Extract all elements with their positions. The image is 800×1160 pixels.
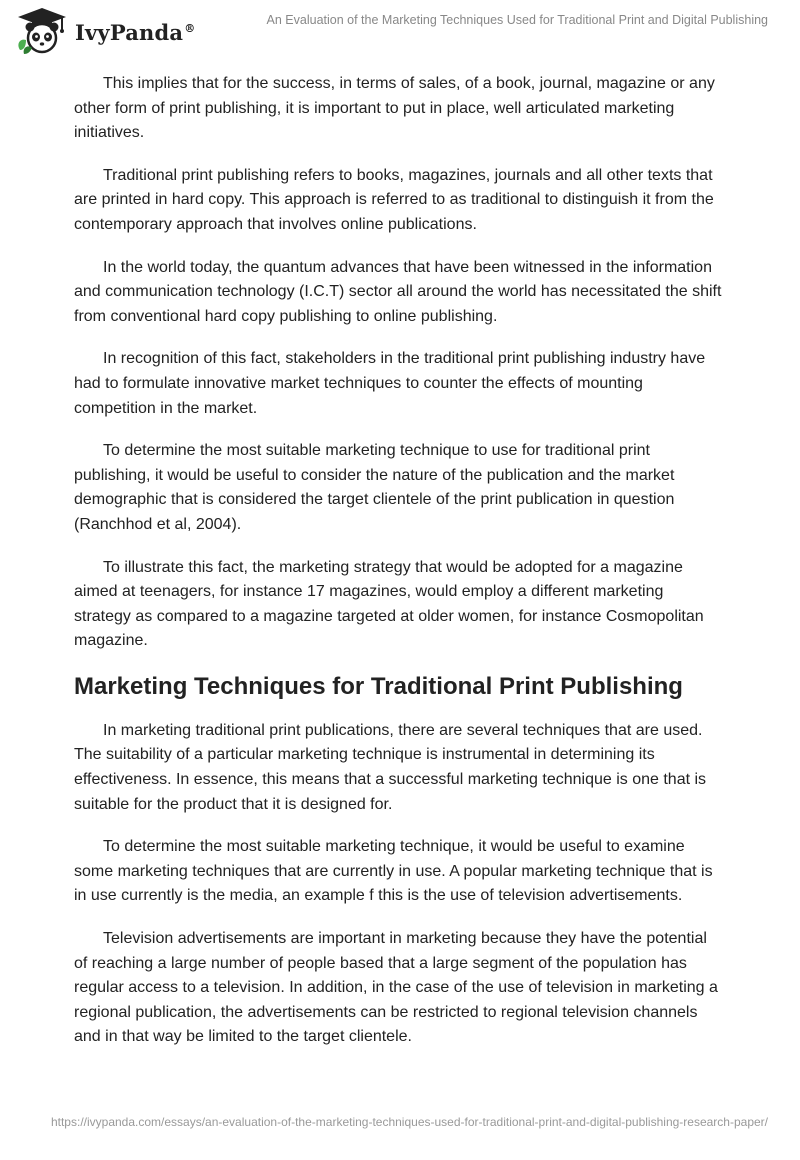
paragraph: This implies that for the success, in terms of sales, of a book, journal, magazine or any other form of print publishing, it is important to put in place, well articulated marketing initiatives. <box>74 75 715 142</box>
paragraph: To determine the most suitable marketing technique, it would be useful to examine some marketing techniques that are currently in use. A popular marketing technique that is in use currently is the media, an example f this is the use of television advertisements. <box>74 838 713 905</box>
paragraph: To illustrate this fact, the marketing strategy that would be adopted for a magazine aimed at teenagers, for instance 17 magazines, would employ a different marketing strategy as compared to a magazine targeted at older women, for instance Cosmopolitan magazine. <box>74 558 704 650</box>
page-header <box>0 0 800 60</box>
site-logo[interactable] <box>14 6 234 56</box>
section-heading: Marketing Techniques for Traditional Print Publishing <box>74 672 683 700</box>
paragraph: In recognition of this fact, stakeholders in the traditional print publishing industry have had to formulate innovative market techniques to counter the effects of mounting competition in the market. <box>74 350 706 417</box>
logo-wordmark: IvyPanda® <box>75 20 196 45</box>
document-title: An Evaluation of the Marketing Techniques Used for Traditional Print and Digital Publishing <box>266 13 768 27</box>
paragraph: Television advertisements are important in marketing because they have the potential of reaching a large number of people based that a large segment of the population has regular access to a television. In addition, in the case of the use of television in marketing a regional publication, the advertisements can be restricted to regional television channels and in that way be limited to the target clientele. <box>74 930 718 1046</box>
paragraph: To determine the most suitable marketing technique to use for traditional print publishing, it would be useful to consider the nature of the publication and the market demographic that is considered the target clientele of the print publication in question (Ranchhod et al, 2004). <box>74 442 675 533</box>
article-body <box>74 72 724 1068</box>
source-url[interactable]: https://ivypanda.com/essays/an-evaluation-of-the-marketing-techniques-used-for-traditional-print-and-digital-publishing-research-paper/ <box>50 1115 768 1129</box>
panda-graduation-cap-icon <box>14 6 70 56</box>
paragraph: Traditional print publishing refers to books, magazines, journals and all other texts that are printed in hard copy. This approach is referred to as traditional to distinguish it from the contemporary approach that involves online publications. <box>74 166 714 233</box>
paragraph: In marketing traditional print publications, there are several techniques that are used. The suitability of a particular marketing technique is instrumental in determining its effectiveness. In essence, this means that a successful marketing technique is one that is suitable for the product that it is designed for. <box>74 721 707 813</box>
paragraph: In the world today, the quantum advances that have been witnessed in the information and communication technology (I.C.T) sector all around the world has necessitated the shift from conventional hard copy publishing to online publishing. <box>74 258 722 325</box>
